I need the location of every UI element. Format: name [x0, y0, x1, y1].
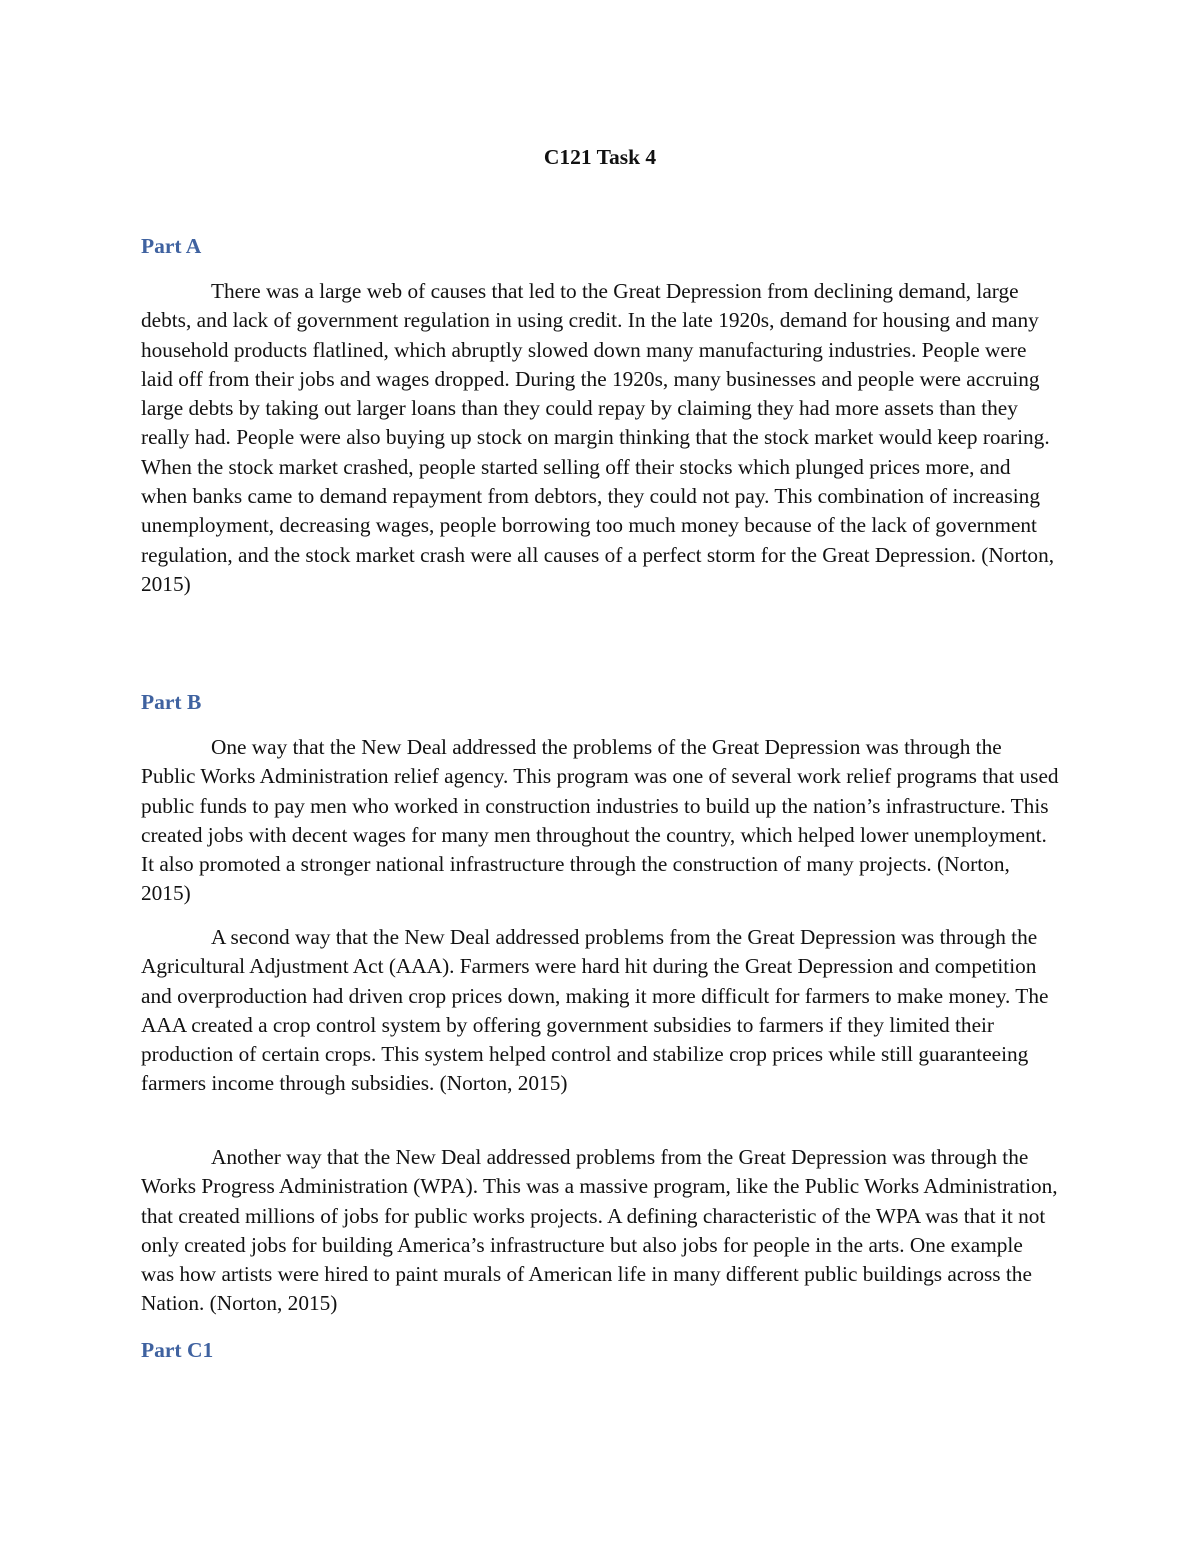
paragraph-part-a: There was a large web of causes that led to the Great Depression from declining demand, large debts, and lack of government regulation in using credit. In the late 1920s, demand for housing and many household products flatlined, which abruptly slowed down many manufacturing industries. People were laid off from their jobs and wages dropped. During the 1920s, many businesses and people were accruing large debts by taking out larger loans than they could repay by claiming they had more assets than they really had. People were also buying up stock on margin thinking that the stock market would keep roaring. When the stock market crashed, people started selling off their stocks which plunged prices more, and when banks came to demand repayment from debtors, they could not pay. This combination of increasing unemployment, decreasing wages, people borrowing too much money because of the lack of government regulation, and the stock market crash were all causes of a perfect storm for the Great Depression. (Norton, 2015)	[141, 279, 1055, 596]
paragraph-part-b-works-progress: Another way that the New Deal addressed problems from the Great Depression was through the Works Progress Administration (WPA). This was a massive program, like the Public Works Administration, that created millions of jobs for public works projects. A defining characteristic of the WPA was that it not only created jobs for building America’s infrastructure but also jobs for people in the arts. One example was how artists were hired to paint murals of American life in many different public buildings across the Nation. (Norton, 2015)	[141, 1145, 1058, 1316]
section-heading-part-a: Part A	[141, 234, 202, 258]
section-heading-part-c1: Part C1	[141, 1338, 214, 1362]
paragraph-part-b-public-works: One way that the New Deal addressed the problems of the Great Depression was through the Public Works Administration relief agency. This program was one of several work relief programs that used public funds to pay men who worked in construction industries to build up the nation’s infrastructure. This created jobs with decent wages for many men throughout the country, which helped lower unemployment. It also promoted a stronger national infrastructure through the construction of many projects. (Norton, 2015)	[141, 735, 1059, 906]
section-heading-part-b: Part B	[141, 690, 202, 714]
paragraph-part-b-agricultural-adjustment: A second way that the New Deal addressed problems from the Great Depression was through the Agricultural Adjustment Act (AAA). Farmers were hard hit during the Great Depression and competition and overproduction had driven crop prices down, making it more difficult for farmers to make money. The AAA created a crop control system by offering government subsidies to farmers if they limited their production of certain crops. This system helped control and stabilize crop prices while still guaranteeing farmers income through subsidies. (Norton, 2015)	[141, 925, 1049, 1096]
document-title: C121 Task 4	[543, 145, 657, 169]
